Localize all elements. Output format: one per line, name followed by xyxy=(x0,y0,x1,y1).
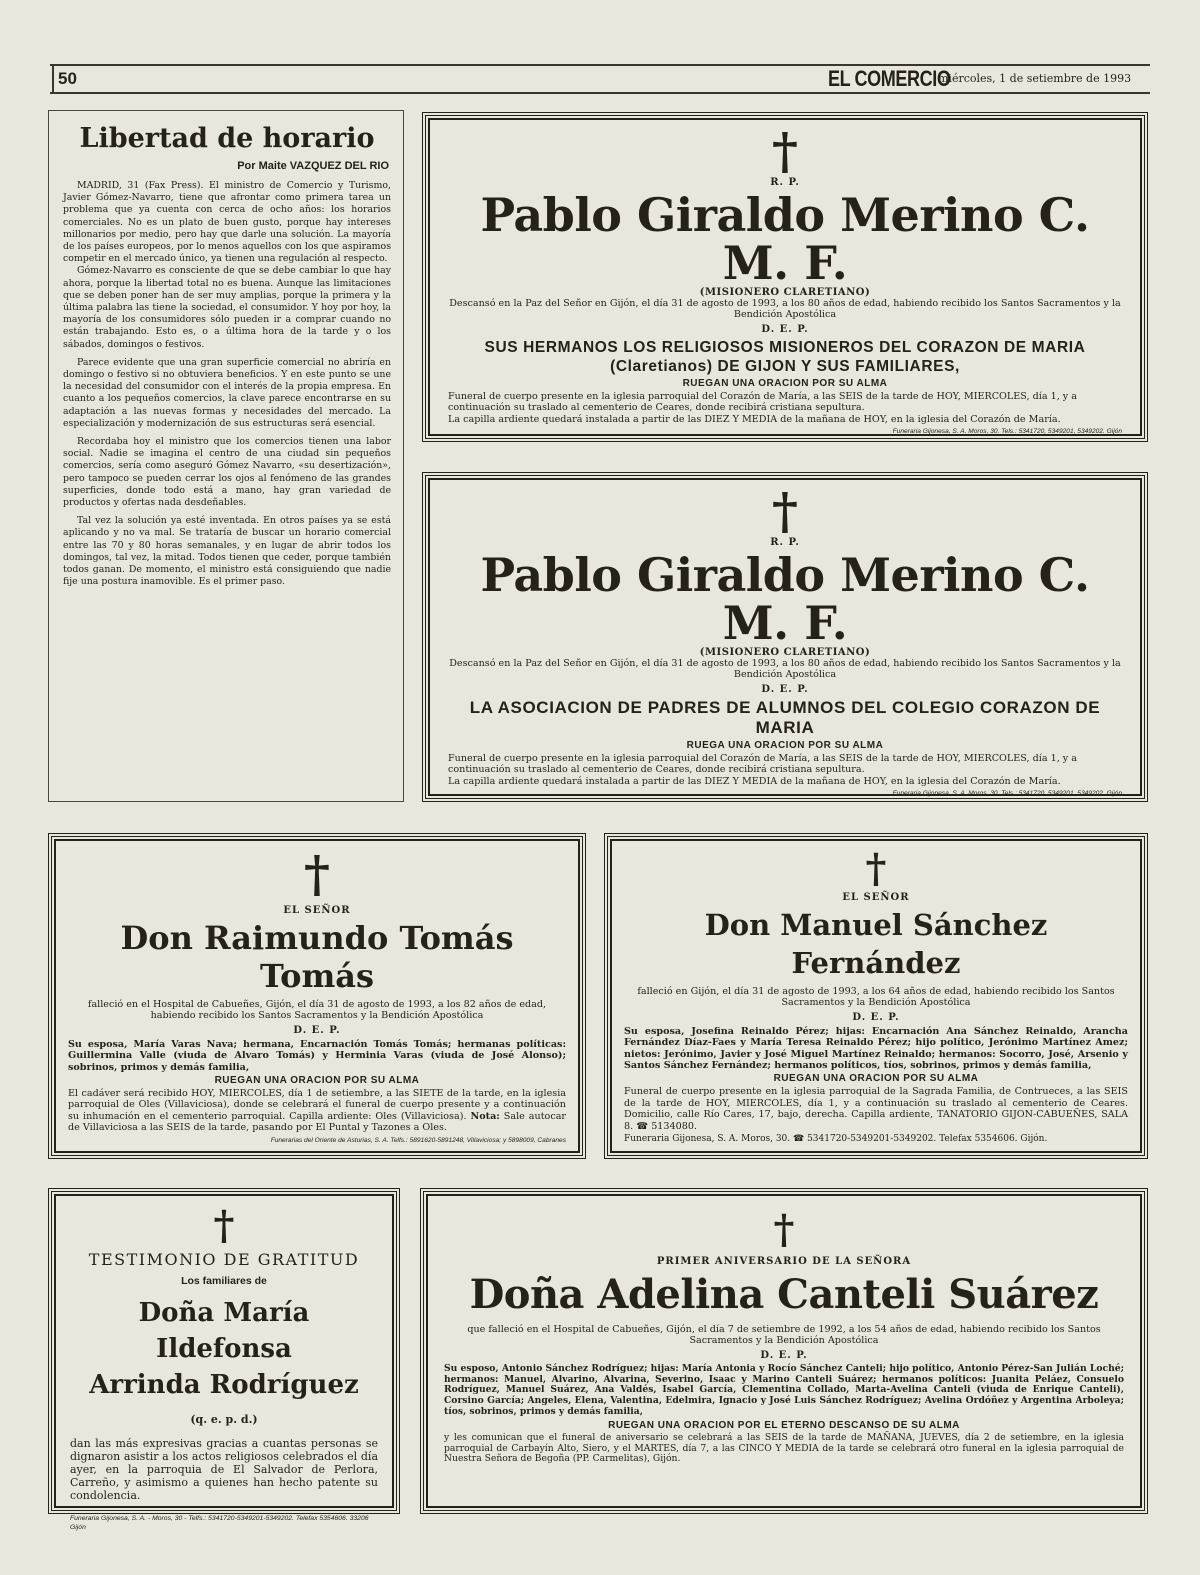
obituary-text: Descansó en la Paz del Señor en Gijón, el día 31 de agosto de 1993, a los 80 años de edad, habiendo recibido los Santos Sacramentos y la Bendición Apostólica xyxy=(449,658,1121,681)
obituary-heading: LA ASOCIACION DE PADRES DE ALUMNOS DEL COLEGIO CORAZON DE MARIA xyxy=(469,697,1101,737)
article-paragraph: Recordaba hoy el ministro que los comercios tienen una labor social. Nadie se imagina el centro de una ciudad sin pequeños comercios, sería como aseguró Gómez Navarro, «su desertización», pero tampoco se pueden cerrar los ojos al fenómeno de las grandes superficies, donde todo está a mano, hay gran variedad de productos y ofertas nada desdeñables. xyxy=(63,436,391,509)
obituary-name: Doña Adelina Canteli Suárez xyxy=(469,1271,1099,1318)
funeral-text: Funeral de cuerpo presente en la iglesia parroquial del Corazón de María, a las SEIS de la tarde de HOY, MIERCOLES, día 1, y a continuación su traslado al cementerio de Ceares, donde recibirá cristiana sepultura. xyxy=(448,752,1077,776)
obituary-text: falleció en el Hospital de Cabueñes, Gijón, el día 31 de agosto de 1993, a los 82 años de edad, habiendo recibido los Santos Sacramentos y la Bendición Apostólica xyxy=(87,999,547,1022)
capilla-text: La capilla ardiente quedará instalada a partir de las DIEZ Y MEDIA de la mañana de HOY, en la iglesia del Corazón de María. xyxy=(448,413,1061,425)
obituary-name: Pablo Giraldo Merino C. M. F. xyxy=(480,548,1090,650)
obituary-name: Don Raimundo Tomás Tomás xyxy=(120,919,514,995)
ruegan-line: RUEGA UNA ORACION POR SU ALMA xyxy=(686,739,884,751)
article-author: Por Maite VAZQUEZ DEL RIO xyxy=(237,160,389,172)
cross-icon: † xyxy=(771,121,799,180)
obituary-name-line2: Arrinda Rodríguez xyxy=(89,1370,359,1400)
obituary-giraldo-claretianos xyxy=(422,112,1148,442)
cross-icon: † xyxy=(773,1206,795,1253)
familiares-line: Los familiares de xyxy=(181,1275,267,1287)
obituary-giraldo-asociacion xyxy=(422,472,1148,802)
cross-icon: † xyxy=(213,1202,235,1249)
article-paragraph: MADRID, 31 (Fax Press). El ministro de Comercio y Turismo, Javier Gómez-Navarro, tiene que afrontar como primera tarea un problema que ya cuenta con cerca de ocho años: los horarios comerciales. No es un plato de buen gusto, porque hay intereses millonarios por medio, pero hay que darle una solución. La mayoría de los países europeos, por lo menos aquellos con los que aspiramos competir en el mercado único, ya tienen una regulación al respecto. xyxy=(63,180,391,265)
obituary-name: Don Manuel Sánchez Fernández xyxy=(704,908,1048,980)
cross-icon: † xyxy=(865,845,887,892)
dep-label: D. E. P. xyxy=(761,683,809,695)
qepd-label: (q. e. p. d.) xyxy=(190,1413,258,1426)
ruegan-line: RUEGAN UNA ORACION POR SU ALMA xyxy=(682,377,888,389)
obituary-prefix: EL SEÑOR xyxy=(842,892,910,903)
ruegan-line: RUEGAN UNA ORACION POR EL ETERNO DESCANSO DE SU ALMA xyxy=(608,1419,960,1431)
obituary-name: Pablo Giraldo Merino C. M. F. xyxy=(480,188,1090,290)
funeraria-line: Funeraria Gijonesa, S. A. Moros, 30. Tels.: 5341720, 5349201, 5349202. Gijón xyxy=(892,428,1122,436)
funeral-main: El cadáver será recibido HOY, MIERCOLES, día 1 de setiembre, a las SIETE de la tarde, en la iglesia parroquial de Oles (Villaviciosa), donde se celebrará el funeral de cuerpo presente y a continuación su inhumación en el cementerio parroquial. Capilla ardiente: Oles (Villaviciosa). xyxy=(68,1088,566,1122)
aniversario-adelina-canteli xyxy=(420,1188,1148,1514)
family-text: Su esposa, Josefina Reinaldo Pérez; hijas: Encarnación Ana Sánchez Reinaldo, Arancha Fernández Díaz-Faes y María Teresa Reinaldo Pérez; hijo político, Jerónimo Martínez Amez; nietos: Jerónimo, Javier y José Miguel Martínez Reinaldo; hermanos: Socorro, José, Arsenio y Santos Sánchez Fernández; hermanos políticos, tíos, sobrinos, primos y demás familia, xyxy=(624,1025,1128,1072)
article-paragraph: Gómez-Navarro es consciente de que se debe cambiar lo que hay ahora, porque la libertad total no es buena. Aunque las limitaciones que se deben poner han de ser muy amplias, porque la primera y la última palabra las tiene la sociedad, el consumidor. Y hoy por hoy, la mayoría de los consumidores sólo pueden ir a comprar cuando no están trabajando. Esto es, o a última hora de la tarde y o los sábados, domingos o festivos. xyxy=(63,265,391,350)
funeraria-line: Funerarias del Oriente de Asturias, S. A. Telfs.: 5891620-5891248, Villaviciosa; y 5898009, Cabranes xyxy=(270,1136,566,1144)
obituary-text: Descansó en la Paz del Señor en Gijón, el día 31 de agosto de 1993, a los 80 años de edad, habiendo recibido los Santos Sacramentos y la Bendición Apostólica xyxy=(449,298,1121,321)
funeral-text: y les comunican que el funeral de aniversario se celebrará a las SEIS de la tarde de MAÑANA, JUEVES, día 2 de setiembre, en la iglesia parroquial de Carbayín Alto, Siero, y el MARTES, día 7, a las CINCO Y MEDIA de la tarde se celebrará otro funeral en la iglesia parroquial de Nuestra Señora de Begoña (PP. Carmelitas), Gijón. xyxy=(444,1431,1124,1465)
nota-label: Nota: xyxy=(470,1110,500,1122)
family-text: Su esposo, Antonio Sánchez Rodríguez; hijas: María Antonia y Rocío Sánchez Canteli; hijo político, Antonio Pérez-San Julián Loché; hermanos: Manuel, Alvarino, Alvarina, Severino, Isaac y Marino Canteli Suárez; hermanos políticos: Juanita Peláez, Consuelo Rodríguez, Manuel Suárez, Ana Valdés, Isabel García, Clementina Collado, Marta-Avelina Canteli (viuda de Enrique Canteli), Corsino García; Angeles, Elena, Valentina, Edelmira, Ignacio y José Luis Sánchez Rodríguez; Avelina Ordóñez y Argentina Arboleya; tíos, sobrinos, primos y demás familia, xyxy=(444,1362,1124,1417)
article-paragraph: Tal vez la solución ya esté inventada. En otros países ya se está aplicando y no va mal. Se trataría de buscar un horario comercial entre las 70 y 80 horas semanales, y en lugar de abrir todos los domingos, tal vez, la mitad. Todos tienen que ceder, porque también todos ganan. De momento, el ministro está consiguiendo que nadie fije una postura inamovible. Es el primer paso. xyxy=(63,515,391,588)
article-title: Libertad de horario xyxy=(79,123,375,154)
obituary-prefix: EL SEÑOR xyxy=(283,905,351,916)
dep-label: D. E. P. xyxy=(760,1349,808,1361)
obituary-manuel-sanchez xyxy=(604,833,1148,1159)
article-paragraph: Parece evidente que una gran superficie comercial no abriría en domingo o festivo si no obtuviera beneficios. Y en este punto se une la necesidad del consumidor con el interés de la propia empresa. En cuanto a los pequeños comercios, la clave parece encontrarse en su adaptación a las nuevas formas y necesidades del mercado. La especialización y modernización de sus estructuras será esencial. xyxy=(63,356,391,429)
obituary-name-line1: Doña María Ildefonsa xyxy=(138,1298,310,1364)
obituary-order: (MISIONERO CLARETIANO) xyxy=(699,647,871,658)
ruegan-line: RUEGAN UNA ORACION POR SU ALMA xyxy=(214,1075,420,1087)
dep-label: D. E. P. xyxy=(761,323,809,335)
cross-icon: † xyxy=(303,844,331,903)
gratitud-text: dan las más expresivas gracias a cuantas personas se dignaron asistir a los actos religiosos celebrados el día ayer, en la parroquia de El Salvador de Perlora, Carreño, y asimismo a quienes han hecho patente su condolencia. xyxy=(70,1437,378,1502)
cross-icon: † xyxy=(771,481,799,540)
testimonio-title: TESTIMONIO DE GRATITUD xyxy=(88,1250,360,1269)
funeral-text: Funeral de cuerpo presente en la iglesia parroquial de la Sagrada Familia, de Contrueces, a las SEIS de la tarde de HOY, MIERCOLES, día 1, y a continuación su traslado al cementerio de Ceares. Domicilio, calle Río Cares, 17, bajo, derecha. Capilla ardiente, TANATORIO GIJON-CABUEÑES, SALA 8. ☎ 5134080. xyxy=(624,1086,1128,1132)
funeral-text xyxy=(68,1088,566,1134)
obituary-text: que falleció en el Hospital de Cabueñes, Gijón, el día 7 de setiembre de 1992, a los 54 años de edad, habiendo recibido los Santos Sacramentos y la Bendición Apostólica xyxy=(467,1324,1101,1347)
obituary-prefix: PRIMER ANIVERSARIO DE LA SEÑORA xyxy=(656,1256,912,1267)
ruegan-line: RUEGAN UNA ORACION POR SU ALMA xyxy=(773,1073,979,1085)
funeraria-line: Funeraria Gijonesa, S. A. - Moros, 30 - Telfs.: 5341720-5349201-5349202. Telefax 5354606. 33206 Gijón xyxy=(70,1515,369,1531)
funeraria-line: Funeraria Gijonesa, S. A. Moros, 30. Tels.: 5341720, 5349201, 5349202. Gijón xyxy=(892,790,1122,798)
funeral-text: Funeral de cuerpo presente en la iglesia parroquial del Corazón de María, a las SEIS de la tarde de HOY, MIERCOLES, día 1, y a continuación su traslado al cementerio de Ceares, donde recibirá cristiana sepultura. xyxy=(448,390,1077,414)
header-date: miércoles, 1 de setiembre de 1993 xyxy=(938,72,1132,85)
testimonio-gratitud xyxy=(48,1188,400,1531)
obituary-order: (MISIONERO CLARETIANO) xyxy=(699,287,871,298)
masthead: EL COMERCIO xyxy=(828,66,951,91)
dep-label: D. E. P. xyxy=(293,1024,341,1036)
obituary-raimundo-tomas xyxy=(48,833,586,1159)
obituary-prefix: R. P. xyxy=(770,177,800,188)
obituary-prefix: R. P. xyxy=(770,537,800,548)
obituary-heading: SUS HERMANOS LOS RELIGIOSOS MISIONEROS DEL CORAZON DE MARIA (Claretianos) DE GIJON Y SUS FAMILIARES, xyxy=(484,338,1086,375)
dep-label: D. E. P. xyxy=(852,1011,900,1023)
obituary-text: falleció en Gijón, el día 31 de agosto de 1993, a los 64 años de edad, habiendo recibido los Santos Sacramentos y la Bendición Apostólica xyxy=(637,986,1115,1009)
family-text: Su esposa, María Varas Nava; hermana, Encarnación Tomás Tomás; hermanas políticas: Guillermina Valle (viuda de Alvaro Tomás) y Herminia Varas (viuda de José Alonso); sobrinos, primos y demás familia, xyxy=(68,1038,566,1073)
capilla-text: La capilla ardiente quedará instalada a partir de las DIEZ Y MEDIA de la mañana de HOY, en la iglesia del Corazón de María. xyxy=(448,775,1061,787)
article-column xyxy=(48,110,404,802)
page-number: 50 xyxy=(52,66,77,92)
nota-text: Sale autocar de Villaviciosa a las SEIS de la tarde, pasando por El Puntal y Tazones a Oles. xyxy=(68,1110,566,1134)
funeraria-line: Funeraria Gijonesa, S. A. Moros, 30. ☎ 5341720-5349201-5349202. Telefax 5354606. Gijón. xyxy=(624,1134,1048,1145)
